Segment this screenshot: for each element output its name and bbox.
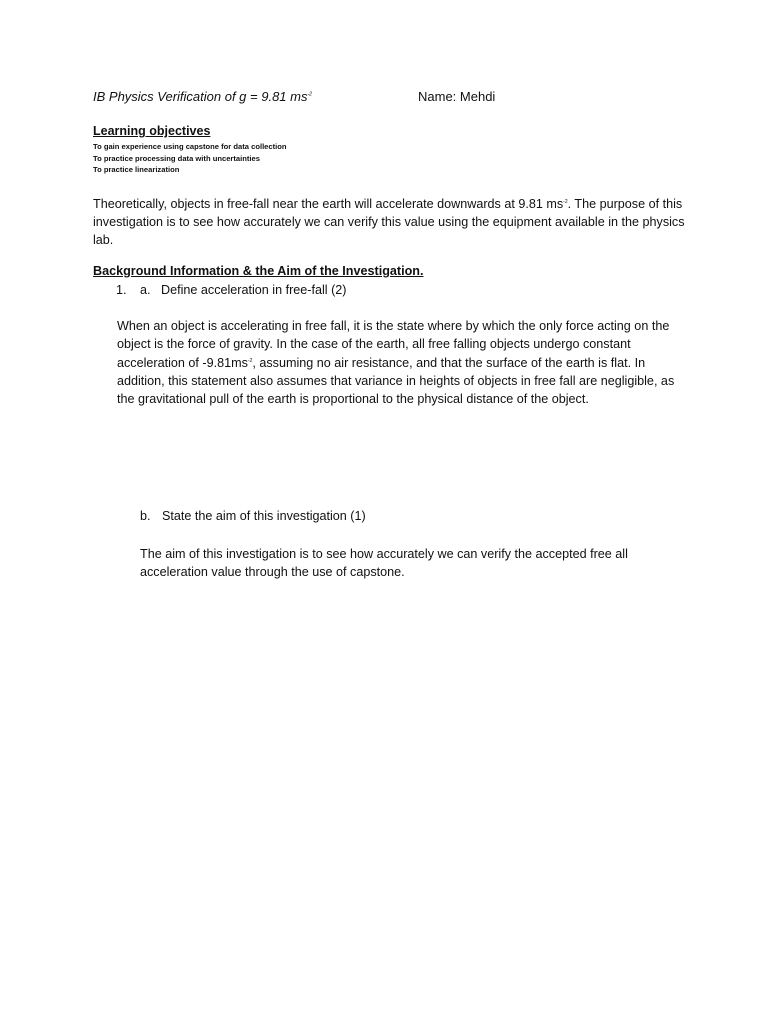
part-a-prompt: Define acceleration in free-fall (2) xyxy=(161,283,347,297)
question-1b xyxy=(140,509,366,523)
question-1a xyxy=(116,283,347,297)
part-a-letter: a. xyxy=(140,283,151,297)
learning-objectives-heading: Learning objectives xyxy=(93,124,211,138)
question-number: 1. xyxy=(116,283,127,297)
intro-text-end: . The purpose of this investigation is to see how accurately we can verify this value using the equipment available in the physics lab. xyxy=(93,197,685,248)
part-a-answer xyxy=(117,318,687,409)
part-b-prompt: State the aim of this investigation (1) xyxy=(162,509,366,523)
learning-objectives-list xyxy=(93,141,287,176)
objective-item: To practice processing data with uncertainties xyxy=(93,153,260,163)
background-heading: Background Information & the Aim of the Investigation. xyxy=(93,264,424,278)
intro-text: Theoretically, objects in free-fall near the earth will accelerate downwards at 9.81 ms xyxy=(93,197,564,212)
title-text: IB Physics Verification of g = 9.81 ms xyxy=(93,89,308,104)
objective-item: To gain experience using capstone for data collection xyxy=(93,142,287,151)
intro-paragraph xyxy=(93,193,685,249)
part-b-letter: b. xyxy=(140,509,151,523)
part-a-answer-text: When an object is accelerating in free fall, it is the state where by which the only force acting on the object is the force of gravity. In the case of the earth, all free falling objects undergo constant acceleration of -9.81ms xyxy=(117,319,670,371)
intro-superscript: -2 xyxy=(563,199,568,205)
part-a-answer-text-end: , assuming no air resistance, and that the surface of the earth is flat. In addition, this statement also assumes that variance in heights of objects in free fall are negligible, as the gravitational pull of the earth is proportional to the physical distance of the object. xyxy=(117,356,675,406)
document-title xyxy=(93,89,312,104)
part-b-answer: The aim of this investigation is to see how accurately we can verify the accepted free all acceleration value through the use of capstone. xyxy=(140,547,628,579)
title-superscript: -2 xyxy=(307,91,312,98)
objective-item: To practice linearization xyxy=(93,165,180,174)
student-name: Name: Mehdi xyxy=(418,89,496,104)
part-a-answer-superscript: -2 xyxy=(247,358,253,365)
